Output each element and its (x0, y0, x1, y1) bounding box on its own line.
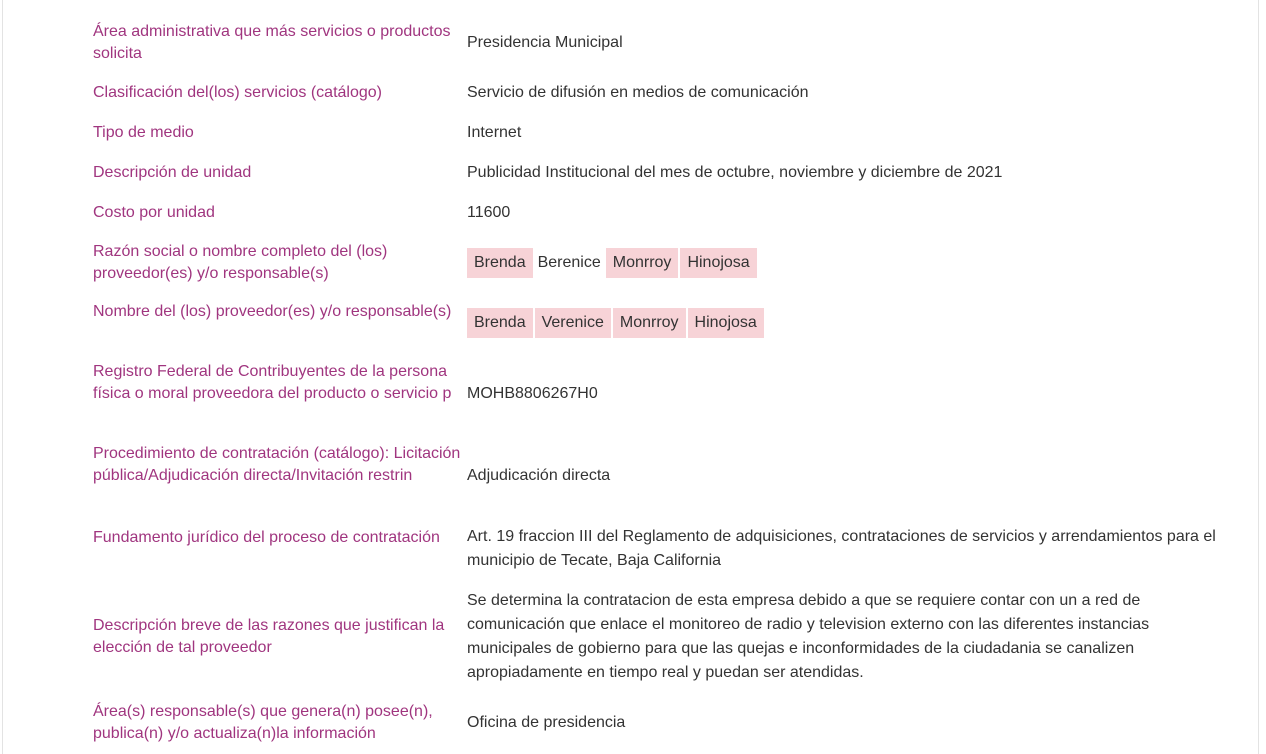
highlighted-word: Monrroy (613, 308, 686, 338)
field-label: Registro Federal de Contribuyentes de la persona física o moral proveedora del producto o servicio p (93, 363, 452, 402)
field-label: Nombre del (los) proveedor(es) y/o responsable(s) (93, 303, 452, 320)
highlighted-word: Hinojosa (680, 248, 756, 278)
field-label: Descripción breve de las razones que justifican la elección de tal proveedor (93, 617, 445, 656)
field-value: 11600 (467, 204, 511, 221)
field-value: Adjudicación directa (467, 467, 611, 484)
field-label: Área administrativa que más servicios o productos solicita (93, 23, 451, 62)
field-value: Publicidad Institucional del mes de octubre, noviembre y diciembre de 2021 (467, 164, 1003, 181)
field-value: MOHB8806267H0 (467, 385, 598, 402)
field-label: Área(s) responsable(s) que genera(n) posee(n), publica(n) y/o actualiza(n)la información (93, 703, 433, 742)
right-border (1258, 0, 1259, 754)
field-value: Presidencia Municipal (467, 34, 623, 51)
field-value: Servicio de difusión en medios de comunicación (467, 84, 809, 101)
highlighted-word: Brenda (467, 308, 533, 338)
field-label: Descripción de unidad (93, 164, 252, 181)
field-label: Razón social o nombre completo del (los) proveedor(es) y/o responsable(s) (93, 243, 388, 282)
left-border (2, 0, 3, 754)
highlighted-word: Monrroy (606, 248, 679, 278)
field-value-words (467, 308, 1217, 338)
field-label: Fundamento jurídico del proceso de contratación (93, 529, 440, 546)
field-label: Costo por unidad (93, 204, 215, 221)
field-value: Oficina de presidencia (467, 714, 626, 731)
field-value-words (467, 248, 1217, 278)
field-label: Clasificación del(los) servicios (catálogo) (93, 84, 382, 101)
field-value: Se determina la contratacion de esta empresa debido a que se requiere contar con un a red de comunicación que enlace el monitoreo de radio y television externo con las diferentes instancias municipales de gobierno para que las quejas e inconformidades de la ciudadania se canalizen apropiadamente en tiempo real y puedan ser atendidas. (467, 592, 1150, 681)
field-label: Procedimiento de contratación (catálogo): Licitación pública/Adjudicación directa/Invitación restrin (93, 445, 461, 484)
highlighted-word: Brenda (467, 248, 533, 278)
highlighted-word: Hinojosa (688, 308, 764, 338)
field-value: Internet (467, 124, 522, 141)
field-value: Art. 19 fraccion III del Reglamento de adquisiciones, contrataciones de servicios y arrendamientos para el municipio de Tecate, Baja California (467, 528, 1216, 569)
highlighted-word: Verenice (535, 308, 611, 338)
field-label: Tipo de medio (93, 124, 194, 141)
plain-word: Berenice (537, 254, 601, 271)
